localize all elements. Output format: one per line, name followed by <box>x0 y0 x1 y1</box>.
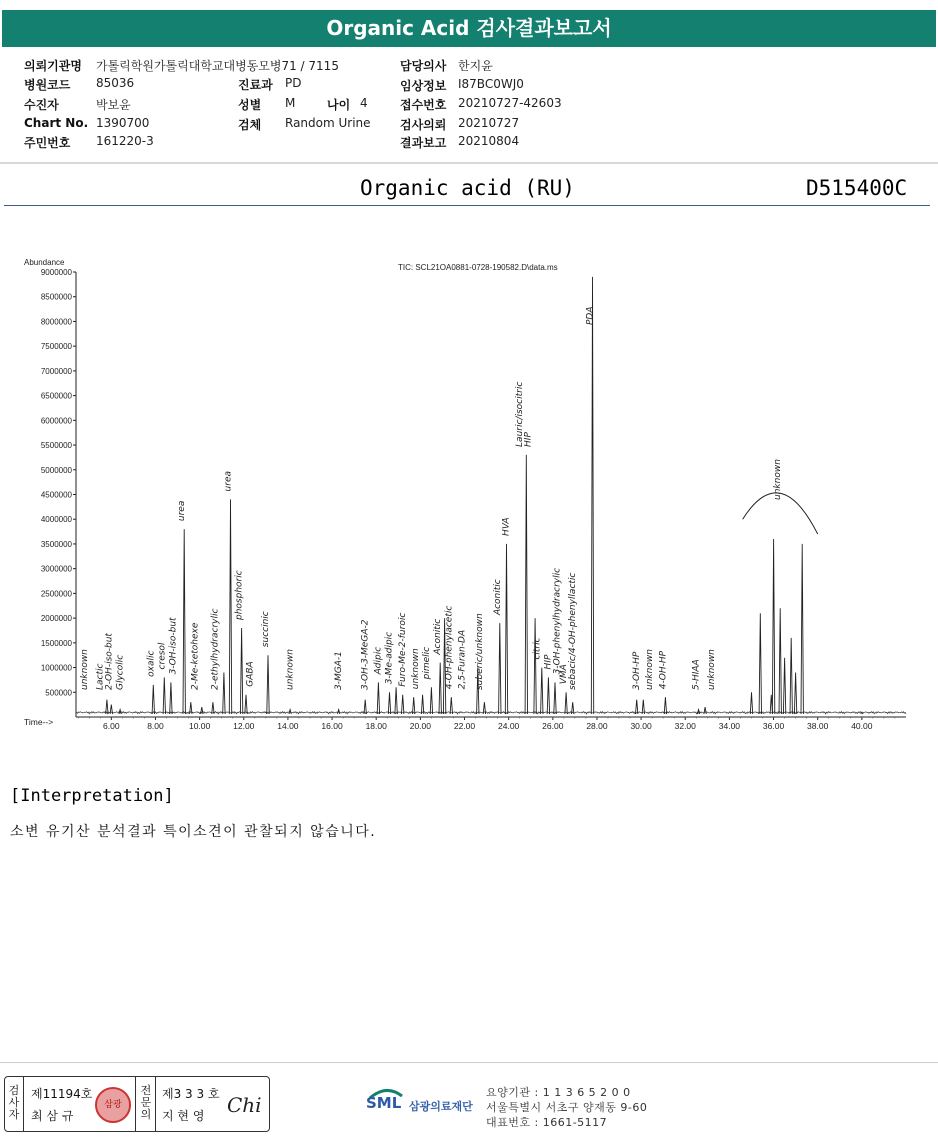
peak-annotation: HVA <box>501 517 512 536</box>
peak-annotation: unknown <box>645 649 656 690</box>
y-tick-label: 9000000 <box>40 268 72 277</box>
chromatogram-peak <box>525 455 527 714</box>
peak-annotation: Aconitic <box>433 618 444 655</box>
report-title-bar: Organic Acid 검사결과보고서 <box>2 10 936 47</box>
y-tick-label: 2000000 <box>40 614 72 624</box>
y-tick-label: 8500000 <box>40 292 72 302</box>
age-value: 4 <box>360 96 368 110</box>
chromatogram-peak <box>591 277 593 714</box>
peak-annotation: unknown <box>285 649 296 690</box>
peak-annotation: urea <box>177 500 188 522</box>
peak-annotation: unknown <box>411 648 422 690</box>
clinical-value: I87BC0WJ0 <box>458 77 524 91</box>
collector-value: 박보윤 <box>96 98 131 112</box>
peak-annotation: HIP <box>523 432 534 447</box>
chromatogram-peak <box>388 692 390 714</box>
x-tick-label: 26.00 <box>542 721 564 731</box>
chromatogram-peak <box>364 700 366 714</box>
chromatogram-peak <box>759 613 761 714</box>
specialist-name: 지 현 영 <box>162 1109 205 1123</box>
footer-divider <box>0 1062 938 1063</box>
peak-annotation: phosphoric <box>234 570 245 620</box>
y-tick-label: 7500000 <box>40 342 72 352</box>
sml-logo <box>366 1086 406 1116</box>
chromatogram-peak <box>636 700 638 714</box>
x-tick-label: 20.00 <box>409 721 432 731</box>
y-axis-title: Abundance <box>24 258 65 267</box>
x-tick-label: 14.00 <box>277 721 299 731</box>
chart-title: TIC: SCL21OA0881-0728-190582.D\data.ms <box>398 263 558 272</box>
verifier-name: 최 삼 규 <box>31 1109 74 1123</box>
peak-annotation: 4-OH-phenylacetic <box>444 605 455 690</box>
peak-annotation: Aconitic <box>492 579 503 616</box>
section-divider <box>0 162 938 164</box>
x-tick-label: 10.00 <box>188 721 211 731</box>
y-tick-label: 4500000 <box>40 490 72 500</box>
sex-label: 성별 <box>238 98 262 112</box>
age-label: 나이 <box>327 98 351 112</box>
peak-annotation: 3-OH-HP <box>631 651 642 690</box>
y-tick-label: 3000000 <box>40 564 72 574</box>
signature-box <box>4 1076 270 1132</box>
logo-text: SML <box>366 1094 402 1112</box>
chromatogram-peak <box>642 700 644 714</box>
chromatogram-peak <box>565 692 567 714</box>
peak-annotation: succinic <box>261 611 272 648</box>
chromatogram-peak <box>790 638 792 714</box>
peak-annotation: GABA <box>245 661 256 687</box>
y-tick-label: 5500000 <box>40 441 72 451</box>
chromatogram-peak <box>554 682 556 714</box>
peak-annotation: 5-HIAA <box>691 659 702 690</box>
x-tick-label: 34.00 <box>718 721 741 731</box>
peak-annotation: Furo-Me-2-furoic <box>397 612 408 687</box>
chromatogram-peak <box>223 673 225 715</box>
y-tick-label: 500000 <box>45 688 72 698</box>
chromatogram-peak <box>547 677 549 714</box>
peak-annotation: Adipic <box>373 646 384 675</box>
verifier-seal: 삼광 <box>95 1087 131 1123</box>
x-tick-label: 36.00 <box>762 721 785 731</box>
chromatogram-peak <box>541 668 543 714</box>
receipt-value: 20210727-42603 <box>458 96 562 110</box>
chromatogram-peak <box>704 707 706 714</box>
peak-annotations <box>80 306 818 690</box>
report-date-value: 20210804 <box>458 134 520 148</box>
x-tick-label: 8.00 <box>147 721 164 731</box>
chromatogram-peak <box>450 697 452 714</box>
x-tick-label: 24.00 <box>498 721 520 731</box>
hospital-code-label: 병원코드 <box>24 78 71 92</box>
org-name: 삼광의료재단 <box>409 1100 473 1113</box>
resident-no-value: 161220-3 <box>96 134 154 148</box>
chromatogram-peak <box>505 544 507 714</box>
chromatogram-peak <box>402 695 404 714</box>
x-tick-label: 38.00 <box>807 721 829 731</box>
chromatogram-peak <box>801 544 803 714</box>
chromatogram-peak <box>267 655 269 714</box>
chart-no-value: 1390700 <box>96 116 150 130</box>
report-date-label: 결과보고 <box>400 136 447 150</box>
y-tick-label: 5000000 <box>40 465 72 475</box>
request-label: 검사의뢰 <box>400 118 447 132</box>
peak-annotation: oxalic <box>146 650 157 677</box>
peak-annotation: 3-MGA-1 <box>333 651 344 690</box>
chromatogram-peak <box>430 687 432 714</box>
y-tick-label: 4000000 <box>40 515 72 525</box>
peak-annotation: 3-OH-phenylhydracrylic <box>552 567 563 675</box>
peak-annotation: Lactic <box>95 663 106 690</box>
chromatogram-peak <box>750 692 752 714</box>
chromatogram-peak <box>499 623 501 714</box>
x-tick-label: 32.00 <box>674 721 696 731</box>
peak-annotation: unknown <box>706 649 717 690</box>
hospital-code-value: 85036 <box>96 76 135 90</box>
chromatogram-peak <box>229 499 231 714</box>
verifier-label: 검사자 <box>8 1084 20 1121</box>
chromatogram-peak <box>152 685 154 714</box>
chromatogram-peak <box>783 658 785 714</box>
dept-label: 진료과 <box>238 78 273 92</box>
chromatogram-peak <box>664 697 666 714</box>
y-tick-label: 7000000 <box>40 366 72 376</box>
chart-no-label: Chart No. <box>24 116 89 130</box>
report-test-code: D515400C <box>806 176 908 200</box>
peak-annotation: urea <box>223 470 234 492</box>
specimen-value: Random Urine <box>285 116 371 130</box>
specialist-label: 전문의 <box>140 1084 152 1121</box>
x-tick-label: 6.00 <box>103 721 120 731</box>
title-rule <box>4 205 930 206</box>
y-tick-label: 1500000 <box>40 638 72 648</box>
peak-annotation: 2-OH-iso-but <box>104 633 115 690</box>
peak-annotation: unknown <box>80 649 91 690</box>
peak-annotation: 2,5-Furan-DA <box>457 629 468 690</box>
x-axis-title: Time--> <box>24 717 54 727</box>
chromatogram-peak <box>163 677 165 714</box>
chromatogram-peak <box>779 608 781 714</box>
chromatogram-peak <box>212 702 214 714</box>
peak-annotation: HIP <box>543 654 554 670</box>
specimen-label: 검체 <box>238 118 262 132</box>
specialist-number: 제3 3 3 호 <box>162 1087 220 1101</box>
specialist-signature: Chi <box>227 1093 262 1117</box>
peak-annotation: pimelic <box>422 646 433 680</box>
peak-annotation: 2-ethylhydracrylic <box>210 608 221 690</box>
x-tick-label: 40.00 <box>851 721 873 731</box>
peak-annotation: VMA <box>559 664 570 685</box>
peak-annotation: sebacic/4-OH-phenyllactic <box>567 572 578 690</box>
chromatogram-peak <box>245 695 247 714</box>
peak-annotation: 3-Me-adipic <box>384 631 395 685</box>
chromatogram-peak <box>421 695 423 714</box>
chromatogram-peak <box>377 682 379 714</box>
x-tick-label: 30.00 <box>630 721 652 731</box>
receipt-label: 접수번호 <box>400 98 447 112</box>
verifier-number: 제11194호 <box>31 1087 93 1101</box>
chromatogram-peak <box>534 618 536 714</box>
chromatogram-peak <box>170 682 172 714</box>
peak-annotation: cresol <box>157 642 168 670</box>
peak-annotation: Lauric/isocitric <box>514 381 525 447</box>
collector-label: 수진자 <box>24 98 59 112</box>
doctor-value: 한지윤 <box>458 59 493 73</box>
chromatogram-chart <box>0 250 938 740</box>
peak-annotation: Glycolic <box>115 654 126 690</box>
peak-annotation: unknown <box>773 459 784 500</box>
request-value: 20210727 <box>458 116 520 130</box>
org-address: 서울특별시 서초구 양재동 9-60 <box>486 1101 648 1114</box>
x-tick-label: 12.00 <box>233 721 255 731</box>
chromatogram-peak <box>395 687 397 714</box>
institution-label: 의뢰기관명 <box>24 59 82 73</box>
peak-annotation: suberic/unknown <box>475 613 486 690</box>
report-test-title: Organic acid (RU) <box>360 176 575 200</box>
y-tick-label: 3500000 <box>40 539 72 549</box>
y-tick-label: 2500000 <box>40 589 72 599</box>
chromatogram-peak <box>119 710 121 714</box>
doctor-label: 담당의사 <box>400 59 447 73</box>
sex-value: M <box>285 96 296 110</box>
chromatogram-peak <box>183 529 185 714</box>
org-phone: 대표번호 : 1661-5117 <box>486 1116 608 1129</box>
org-code: 요양기관 : 1 1 3 6 5 2 0 0 <box>486 1086 631 1099</box>
resident-no-label: 주민번호 <box>24 136 71 150</box>
chromatogram-peak <box>772 539 774 714</box>
y-tick-label: 6000000 <box>40 416 72 426</box>
y-tick-label: 1000000 <box>40 663 72 673</box>
peak-annotation: PDA <box>585 306 596 325</box>
institution-value: 가톨릭학원가톨릭대학교대병동모병71 / 7115 <box>96 59 339 73</box>
y-tick-label: 8000000 <box>40 317 72 327</box>
chromatogram-peak <box>190 702 192 714</box>
chromatogram-peak <box>240 628 242 714</box>
interpretation-title: [Interpretation] <box>10 786 174 806</box>
dept-value: PD <box>285 76 302 90</box>
chromatogram-peak <box>413 697 415 714</box>
peak-annotation: 3-OH-3-MeGA-2 <box>360 619 371 690</box>
peak-annotation: citric <box>532 637 543 660</box>
x-tick-label: 22.00 <box>453 721 476 731</box>
interpretation-text: 소변 유기산 분석결과 특이소견이 관찰되지 않습니다. <box>10 824 377 840</box>
peak-annotation: 3-OH-iso-but <box>168 617 179 675</box>
peak-annotation: 4-OH-HP <box>658 650 669 690</box>
clinical-label: 임상정보 <box>400 79 447 93</box>
x-tick-label: 28.00 <box>586 721 608 731</box>
chromatogram-peak <box>439 663 441 714</box>
chromatogram-peak <box>794 673 796 715</box>
peak-annotation: 2-Me-ketohexe <box>190 622 201 690</box>
x-tick-label: 18.00 <box>365 721 387 731</box>
x-tick-label: 16.00 <box>321 721 343 731</box>
y-tick-label: 6500000 <box>40 391 72 401</box>
